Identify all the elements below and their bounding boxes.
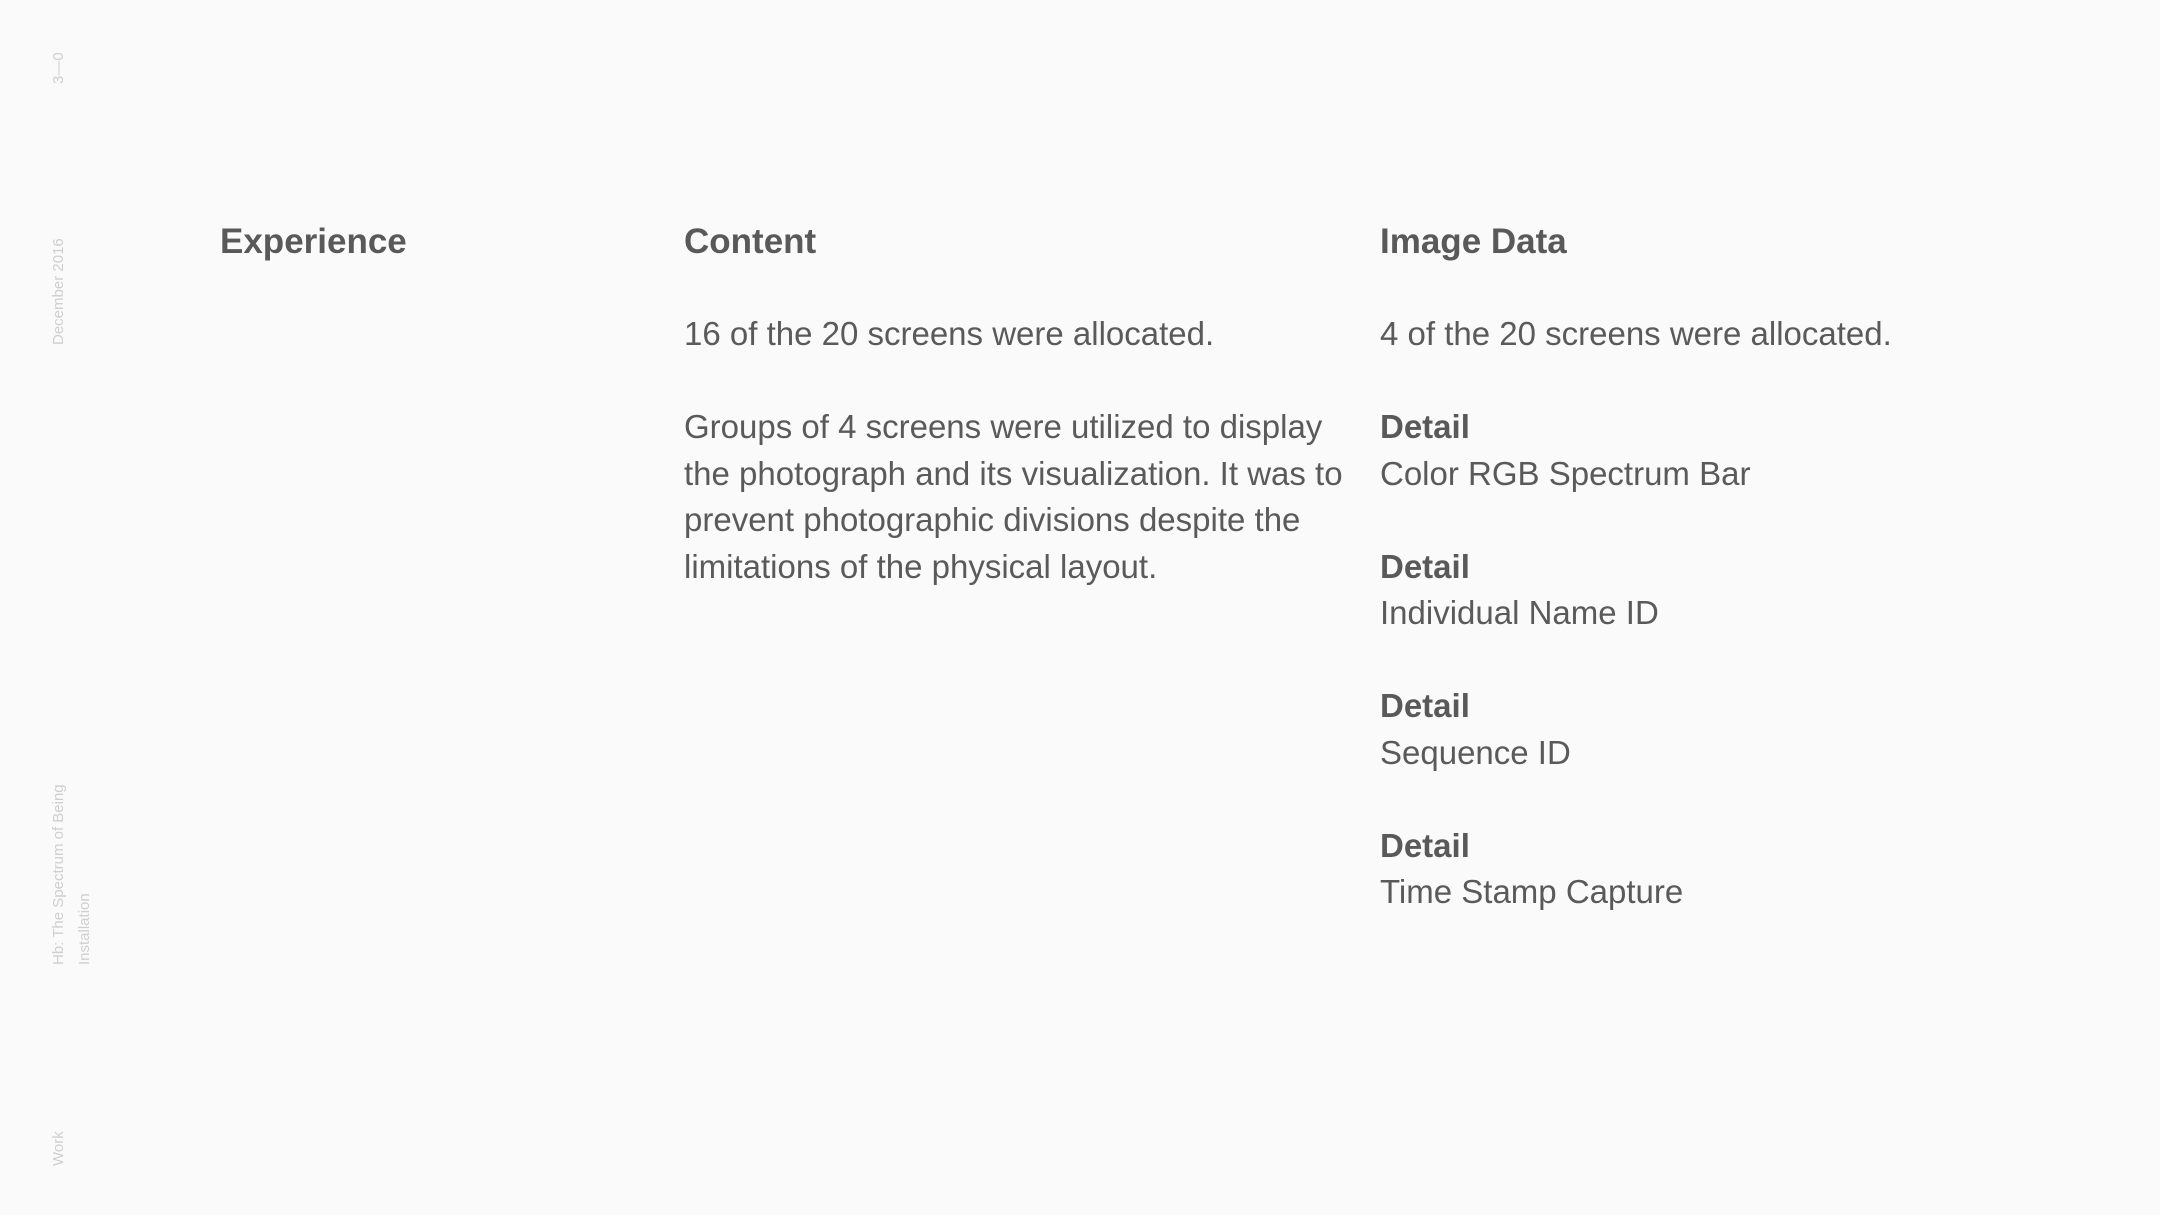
detail-item <box>1380 404 2060 497</box>
detail-value: Sequence ID <box>1380 733 1571 771</box>
date-label: December 2016 <box>50 238 67 345</box>
detail-label: Detail <box>1380 687 1470 724</box>
project-subtitle: Installation <box>76 893 93 965</box>
detail-label: Detail <box>1380 547 1470 585</box>
detail-label: Detail <box>1380 408 1470 445</box>
content-paragraph-allocation: 16 of the 20 screens were allocated. <box>684 315 1215 352</box>
content-line: prevent photographic divisions despite the <box>684 501 1301 538</box>
content-column <box>684 311 1364 590</box>
content-line: the photograph and its visualization. It was to <box>684 454 1343 492</box>
content-paragraph-description <box>684 404 1364 590</box>
image-data-heading: Image Data <box>1380 222 1567 261</box>
detail-value: Individual Name ID <box>1380 594 1659 631</box>
detail-value: Time Stamp Capture <box>1380 873 1684 910</box>
section-label: Work <box>50 1131 67 1166</box>
image-data-column <box>1380 311 2060 916</box>
detail-value: Color RGB Spectrum Bar <box>1380 454 1751 492</box>
detail-item <box>1380 683 2060 776</box>
detail-label: Detail <box>1380 826 1470 864</box>
content-line: limitations of the physical layout. <box>684 547 1158 585</box>
project-title: Hb: The Spectrum of Being <box>50 784 67 965</box>
detail-item <box>1380 823 2060 916</box>
page-number: 3—0 <box>50 52 67 84</box>
experience-heading: Experience <box>220 222 407 261</box>
content-heading: Content <box>684 222 817 261</box>
content-line: Groups of 4 screens were utilized to display <box>684 408 1323 445</box>
detail-item <box>1380 544 2060 637</box>
image-data-intro: 4 of the 20 screens were allocated. <box>1380 315 1892 352</box>
